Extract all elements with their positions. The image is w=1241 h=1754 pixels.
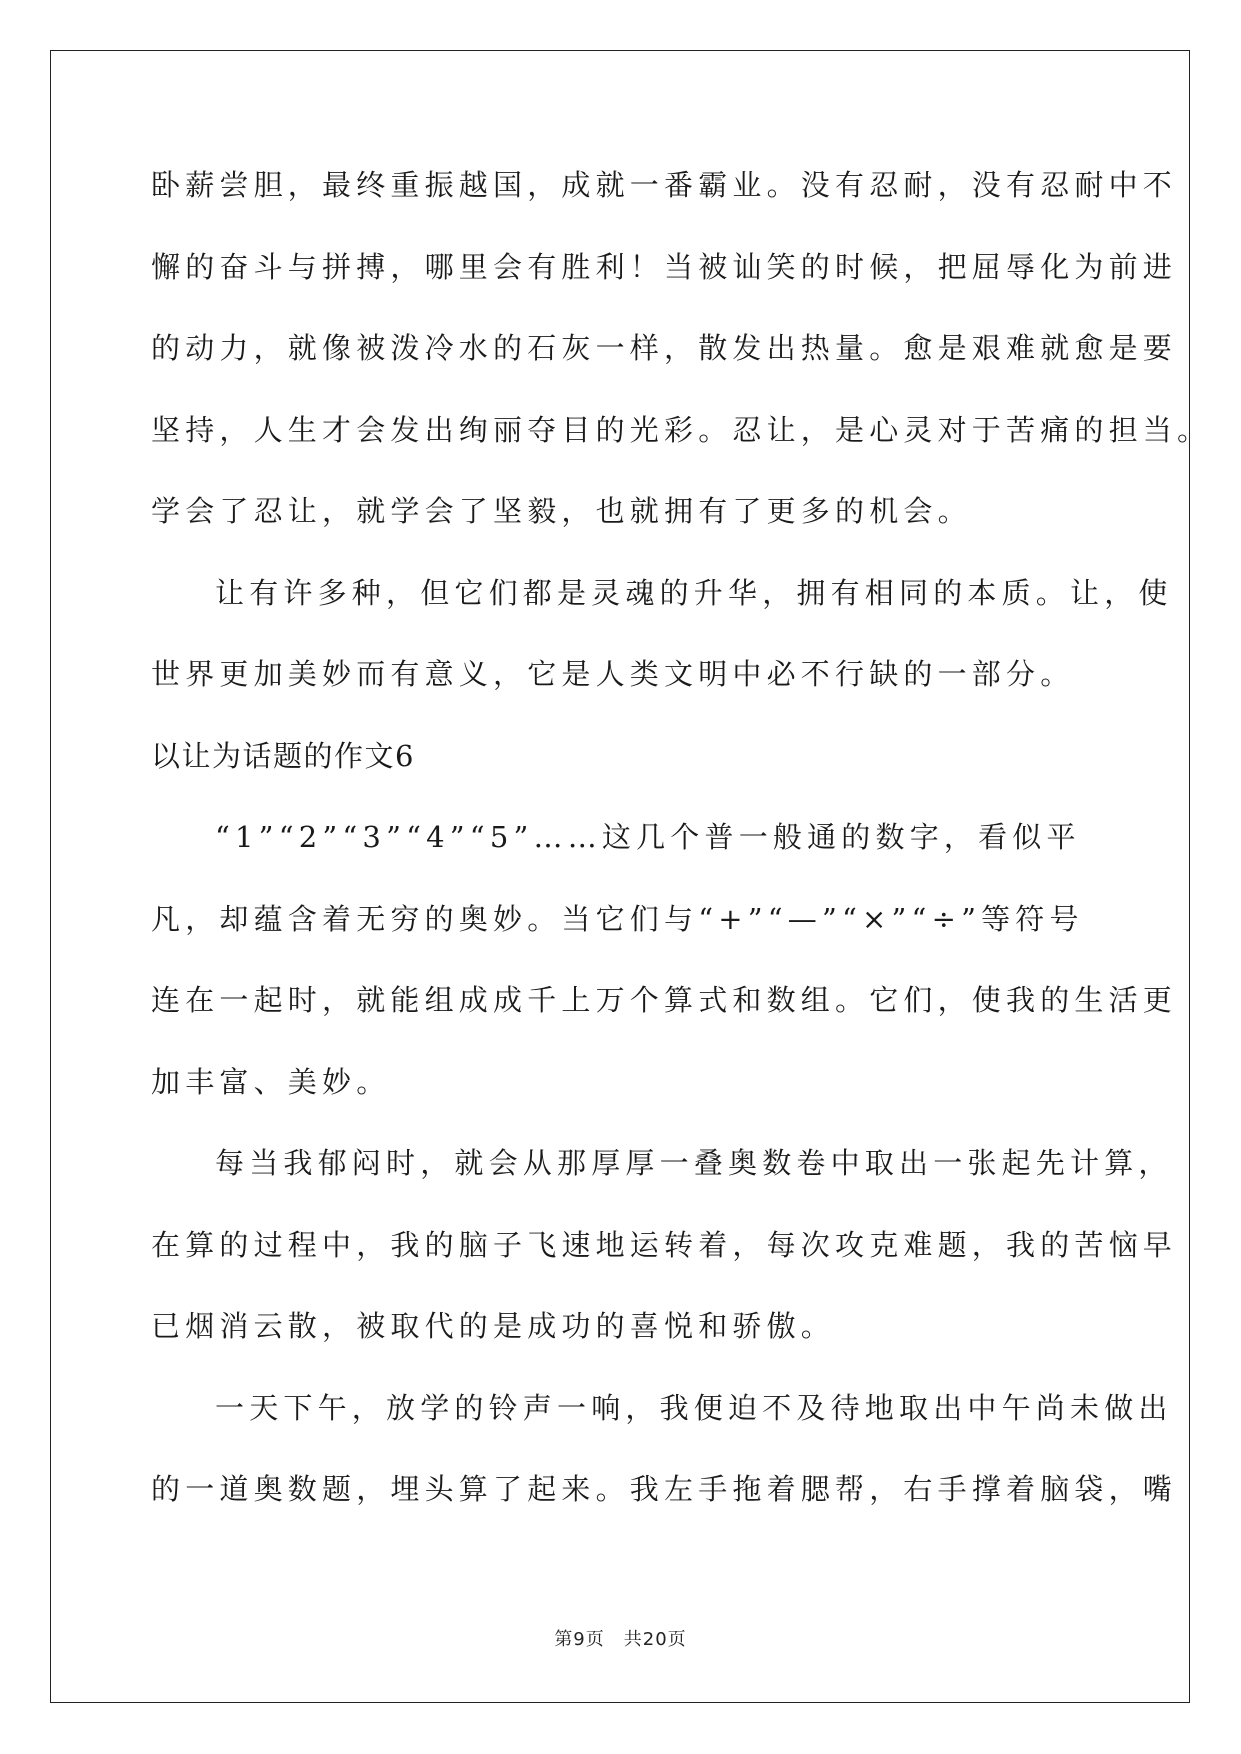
- text-line-10: 凡，却蕴含着无穷的奥妙。当它们与“+”“—”“×”“÷”等符号: [151, 901, 1084, 936]
- text-line-1: 卧薪尝胆，最终重振越国，成就一番霸业。没有忍耐，没有忍耐中不: [151, 168, 1178, 202]
- text-line-7: 世界更加美妙而有意义，它是人类文明中必不行缺的一部分。: [151, 657, 1075, 691]
- text-line-6: 让有许多种，但它们都是灵魂的升华，拥有相同的本质。让，使: [215, 575, 1173, 610]
- text-line-15: 已烟消云散，被取代的是成功的喜悦和骄傲。: [151, 1309, 836, 1343]
- section-heading: 以让为话题的作文6: [151, 738, 415, 773]
- text-line-12: 加丰富、美妙。: [151, 1064, 391, 1099]
- text-line-11: 连在一起时，就能组成成千上万个算式和数组。它们，使我的生活更: [151, 983, 1178, 1017]
- document-body: [151, 160, 1212, 1546]
- text-line-2: 懈的奋斗与拼搏，哪里会有胜利！当被讪笑的时候，把屈辱化为前进: [151, 249, 1178, 284]
- text-line-9: “1”“2”“3”“4”“5”……这几个普一般通的数字，看似平: [215, 820, 1081, 854]
- text-line-5: 学会了忍让，就学会了坚毅，也就拥有了更多的机会。: [151, 494, 972, 528]
- text-line-3: 的动力，就像被泼冷水的石灰一样，散发出热量。愈是艰难就愈是要: [151, 331, 1178, 365]
- page-number-footer: 第9页 共20页: [554, 1629, 687, 1650]
- text-line-17: 的一道奥数题，埋头算了起来。我左手拖着腮帮，右手撑着脑袋，嘴: [151, 1472, 1178, 1506]
- text-line-14: 在算的过程中，我的脑子飞速地运转着，每次攻克难题，我的苦恼早: [151, 1227, 1178, 1262]
- text-line-13: 每当我郁闷时，就会从那厚厚一叠奥数卷中取出一张起先计算，: [215, 1146, 1173, 1180]
- text-line-16: 一天下午，放学的铃声一响，我便迫不及待地取出中午尚未做出: [215, 1390, 1173, 1425]
- text-line-4: 坚持，人生才会发出绚丽夺目的光彩。忍让，是心灵对于苦痛的担当。: [151, 412, 1212, 447]
